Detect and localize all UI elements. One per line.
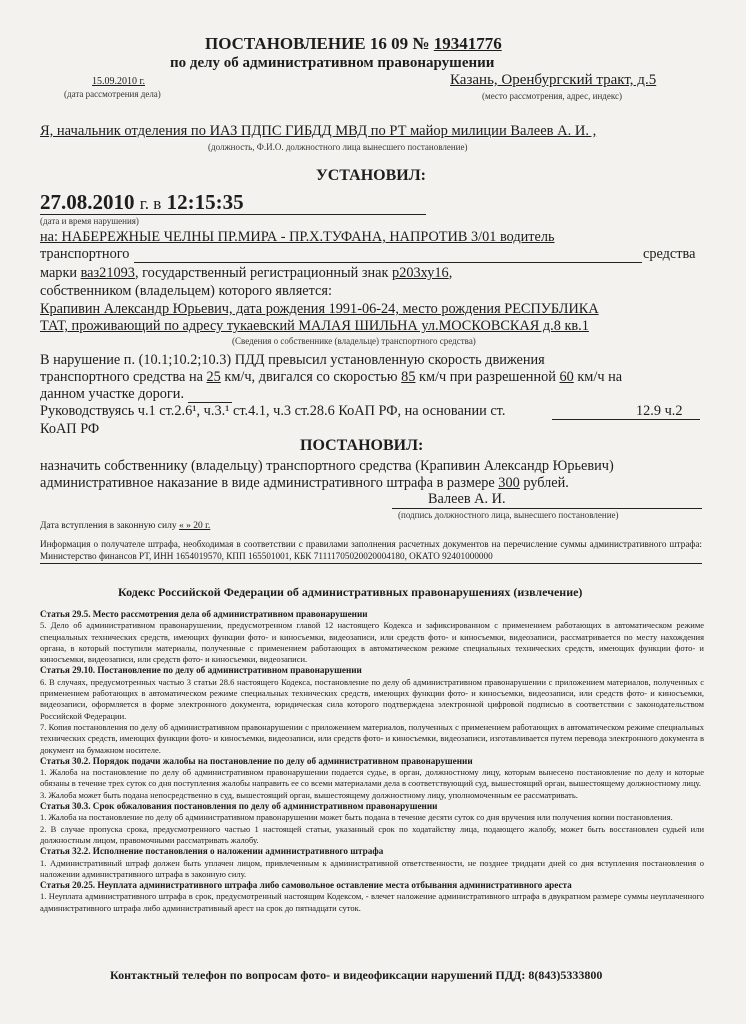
fine-text-a: административное наказание в виде административного штрафа в размере: [40, 475, 495, 491]
vehicle-brand: ваз21093: [80, 265, 135, 281]
actual-speed: 85: [401, 369, 416, 385]
article-heading: Статья 29.10. Постановление по делу об административном правонарушении: [40, 665, 362, 676]
review-date-caption: (дата рассмотрения дела): [64, 89, 161, 99]
document-title: [205, 34, 502, 54]
guided-line-1: Руководствуясь ч.1 ст.2.6¹, ч.3.¹ ст.4.1, ч.3 ст.28.6 КоАП РФ, на основании ст.: [40, 403, 506, 419]
fine-text-b: рублей.: [523, 475, 569, 491]
article-text: 1. Административный штраф должен быть уплачен лицом, привлеченным к административной ответственности, не позднее тридцати дней со дня вступления постановления о наложении административного штрафа в законную силу.: [40, 857, 704, 879]
effective-label: Дата вступления в законную силу: [40, 521, 177, 531]
vehicle-word-2: средства: [643, 246, 696, 262]
owner-caption: (Сведения о собственнике (владельце) транспортного средства): [232, 336, 476, 346]
datetime-underline: [40, 214, 426, 215]
plate-label: , государственный регистрационный знак: [134, 265, 389, 281]
brand-label: марки: [40, 265, 78, 281]
article-reference: 12.9 ч.2: [636, 403, 683, 419]
violation-datetime: [40, 190, 244, 215]
violation-place: на: НАБЕРЕЖНЫЕ ЧЕЛНЫ ПР.МИРА - ПР.Х.ТУФАНА, НАПРОТИВ 3/01 водитель: [40, 229, 555, 245]
review-place-caption: (место рассмотрения, адрес, индекс): [482, 91, 622, 101]
contact-phone: Контактный телефон по вопросам фото- и видеофиксации нарушений ПДД: 8(843)5333800: [110, 968, 603, 982]
speed-text-b: км/ч, двигался со скоростью: [224, 369, 398, 385]
resolved-heading: ПОСТАНОВИЛ:: [300, 437, 424, 454]
extract-body: [40, 609, 704, 914]
speed-text-a: транспортного средства на: [40, 369, 203, 385]
speed-text-c: км/ч при разрешенной: [419, 369, 556, 385]
article-text: 1. Жалоба на постановление по делу об административном правонарушении может быть подана в течение десяти суток со дня вручения или получения копии постановления.: [40, 812, 673, 823]
violation-line-1: В нарушение п. (10.1;10.2;10.3) ПДД превысил установленную скорость движения: [40, 352, 545, 368]
vehicle-line: марки ваз21093, государственный регистрационный знак р203ху16,: [40, 265, 453, 281]
official-line: Я, начальник отделения по ИАЗ ПДПС ГИБДД МВД по РТ майор милиции Валеев А. И. ,: [40, 123, 597, 139]
title-prefix: ПОСТАНОВЛЕНИЕ 16 09 №: [205, 34, 430, 53]
article-heading: Статья 30.3. Срок обжалования постановления по делу об административном правонарушении: [40, 801, 438, 812]
article-heading: Статья 30.2. Порядок подачи жалобы на постановление по делу об административном правонарушении: [40, 755, 473, 766]
effective-value: « » 20 г.: [178, 521, 211, 531]
vehicle-plate: р203ху16: [392, 265, 449, 281]
guided-line-2: КоАП РФ: [40, 421, 100, 437]
article-text: 1. Жалоба на постановление по делу об административном правонарушении подается судье, в орган, должностному лицу, которым вынесено постановление по делу и которые обязаны в течение трех суток со дня поступления жалобы направить ее со всеми материалами дела в соответствующий суд, вышестоящий орган, вышестоящему должностному лицу.: [40, 767, 704, 789]
speed-text-d: км/ч на: [577, 369, 623, 385]
resolved-line-1: назначить собственнику (владельцу) транспортного средства (Крапивин Александр Юрьевич): [40, 458, 614, 474]
speed-excess: 25: [206, 369, 221, 385]
resolution-number: 19341776: [433, 34, 502, 53]
extract-title: Кодекс Российской Федерации об административных правонарушениях (извлечение): [118, 585, 583, 599]
article-heading: Статья 20.25. Неуплата административного штрафа либо самовольное оставление места отбывания административного ареста: [40, 880, 572, 891]
resolved-line-2: [40, 475, 569, 492]
signature-line: [392, 508, 702, 509]
owner-details-1: Крапивин Александр Юрьевич, дата рождения 1991-06-24, место рождения РЕСПУБЛИКА: [40, 301, 599, 317]
article-text: 1. Неуплата административного штрафа в срок, предусмотренный настоящим Кодексом, - влечет наложение административного штрафа в двукратном размере суммы неуплаченного административного штрафа либо административный арест на срок до пятнадцати суток.: [40, 891, 704, 913]
speed-limit: 60: [559, 369, 574, 385]
article-text: 7. Копия постановления по делу об административном правонарушении с приложением материалов, полученных с применением работающих в автоматическом режиме специальных технических средств, имеющих функции фото- и киносъемки, видеозаписи, или средств фото- и киносъемки, видеозаписи, изготавливается путем перевода электронного документа в документ на бумажном носителе.: [40, 721, 704, 755]
article-heading: Статья 29.5. Место рассмотрения дела об административном правонарушении: [40, 609, 368, 619]
review-date: 15.09.2010 г.: [92, 76, 145, 87]
owner-details-2: ТАТ, проживающий по адресу тукаевский МАЛАЯ ШИЛЬНА ул.МОСКОВСКАЯ д.8 кв.1: [40, 318, 589, 334]
article-text: 5. Дело об административном правонарушении, предусмотренном главой 12 настоящего Кодекса и зафиксированном с применением работающих в автоматическом режиме специальных технических средств, имеющих функции фото- и киносъемки, видеозаписи, или средств фото- и киносъемки, видеозаписи, рассматривается по месту нахождения органа, в который поступили материалы, полученные с применением работающих в автоматическом режиме специальных технических средств, имеющих функции фото- и киносъемки, видеозаписи, или средств фото- и киносъемки, видеозаписи.: [40, 620, 704, 665]
article-text: 6. В случаях, предусмотренных частью 3 статьи 28.6 настоящего Кодекса, постановление по делу об административном правонарушении с приложением материалов, полученных с применением работающих в автоматическом режиме специальных технических средств, имеющих функции фото- и киносъемки, видеозаписи, или средств фото- и киносъемки, видеозаписи, оформляется в форме электронного документа, юридическая сила которого подтверждена электронной цифровой подписью в соответствии с законодательством Российской Федерации.: [40, 676, 704, 721]
payee-info: Информация о получателе штрафа, необходимая в соответствии с правилами заполнения расчетных документов на перечисление суммы административного штрафа: Министерство финансов РТ, ИНН 1654019570, КПП 165501001, КБК 71111705020020004180, ОКАТО 92401000000: [40, 539, 702, 564]
vehicle-word: транспортного: [40, 246, 130, 262]
violation-line-3: данном участке дороги.: [40, 386, 185, 402]
article-text: 3. Жалоба может быть подана непосредственно в суд, вышестоящий орган, вышестоящему должностному лицу, уполномоченным ее рассматривать.: [40, 789, 578, 800]
owner-line: собственником (владельцем) которого является:: [40, 283, 332, 299]
established-heading: УСТАНОВИЛ:: [316, 167, 426, 184]
signer-name: Валеев А. И.: [428, 491, 506, 507]
violation-time: 12:15:35: [166, 190, 244, 214]
article-text: 2. В случае пропуска срока, предусмотренного частью 1 настоящей статьи, указанный срок по ходатайству лица, подающего жалобу, может быть восстановлен судьей или должностным лицом, правомочными рассматривать жалобу.: [40, 823, 704, 845]
time-prefix: г. в: [139, 194, 162, 213]
document-subtitle: по делу об административном правонарушении: [170, 55, 495, 71]
signer-caption: (подпись должностного лица, вынесшего постановление): [398, 510, 619, 520]
violation-date: 27.08.2010: [40, 190, 135, 214]
fine-amount: 300: [498, 475, 520, 491]
review-place: Казань, Оренбургский тракт, д.5: [450, 72, 657, 88]
effective-date: [40, 521, 210, 531]
datetime-caption: (дата и время нарушения): [40, 216, 139, 226]
official-caption: (должность, Ф.И.О. должностного лица вынесшего постановление): [208, 142, 468, 152]
violation-line-2: [40, 369, 622, 386]
article-heading: Статья 32.2. Исполнение постановления о наложении административного штрафа: [40, 846, 384, 857]
vehicle-underline: [134, 262, 642, 263]
